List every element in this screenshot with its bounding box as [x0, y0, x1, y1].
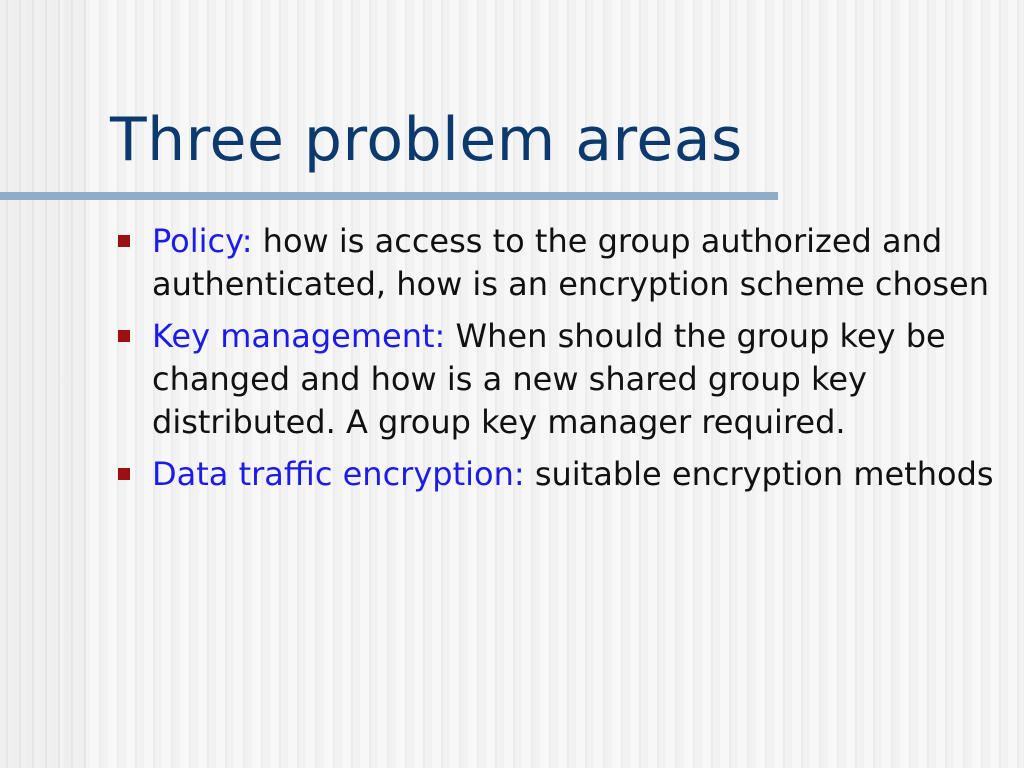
- slide-background-band: [0, 0, 86, 768]
- bullet-body: When should the group key be changed and how is a new shared group key distributed. A group key manager required.: [152, 317, 946, 441]
- bullet-key-label: Data traffic encryption:: [152, 455, 525, 493]
- bullet-item-policy: [113, 220, 1003, 306]
- bullet-item-key-management: [113, 315, 1003, 444]
- bullet-text: [152, 220, 1003, 306]
- bullet-key-label: Key management:: [152, 317, 446, 355]
- bullet-item-data-traffic-encryption: [113, 453, 1003, 496]
- bullet-list: [113, 220, 1003, 505]
- square-bullet-icon: [118, 468, 130, 480]
- bullet-text: [152, 315, 1003, 444]
- square-bullet-icon: [118, 330, 130, 342]
- bullet-body: suitable encryption methods: [534, 455, 994, 493]
- title-divider: [0, 192, 778, 200]
- slide-title: Three problem areas: [110, 105, 743, 175]
- square-bullet-icon: [118, 235, 130, 247]
- bullet-key-label: Policy:: [152, 222, 253, 260]
- bullet-text: [152, 453, 1003, 496]
- bullet-body: how is access to the group authorized and authenticated, how is an encryption scheme chosen: [152, 222, 990, 303]
